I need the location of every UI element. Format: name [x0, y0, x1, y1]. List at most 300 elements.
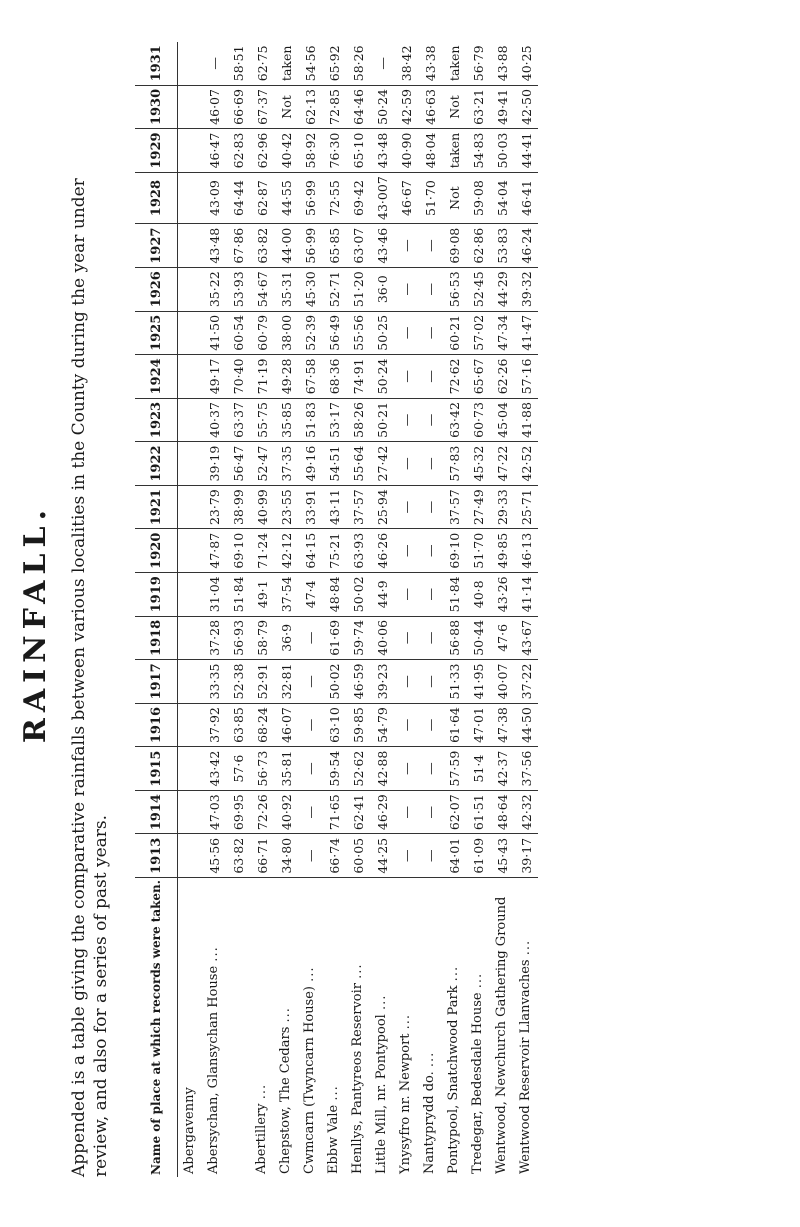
rainfall-value-cell: 66·74	[322, 834, 346, 878]
rainfall-value-cell: 68·24	[250, 703, 274, 747]
rainfall-value-cell: —	[394, 485, 418, 529]
rainfall-value-cell	[178, 834, 203, 878]
rainfall-value-cell: 43·42	[202, 747, 226, 791]
rainfall-value-cell: 56·53	[442, 267, 466, 311]
rainfall-value-cell: 58·79	[250, 616, 274, 660]
rainfall-value-cell: —	[418, 529, 442, 573]
leader-dots: ...	[470, 972, 485, 989]
rainfall-value-cell: 37·54	[274, 573, 298, 617]
rainfall-value-cell: 52·38	[226, 660, 250, 704]
table-row	[370, 42, 394, 1177]
rainfall-value-cell: —	[394, 442, 418, 486]
rainfall-value-cell: 43·67	[514, 616, 538, 660]
rainfall-value-cell: 39·32	[514, 267, 538, 311]
rainfall-value-cell: 46·29	[370, 790, 394, 834]
rainfall-value-cell: 47·6	[490, 616, 514, 660]
rainfall-value-cell: 57·02	[466, 311, 490, 355]
rainfall-value-cell: 46·07	[202, 85, 226, 129]
rainfall-value-cell: 34·80	[274, 834, 298, 878]
rainfall-value-cell: 58·51	[226, 42, 250, 85]
rainfall-value-cell: —	[394, 224, 418, 268]
rainfall-value-cell: 42·50	[514, 85, 538, 129]
rainfall-value-cell: 63·21	[466, 85, 490, 129]
place-name: Cwmcarn (Twyncarn House)	[302, 986, 317, 1174]
rainfall-value-cell: —	[394, 311, 418, 355]
table-row	[298, 42, 322, 1177]
year-column-header: 1922	[135, 442, 178, 486]
rainfall-value-cell: 63·82	[226, 834, 250, 878]
table-row	[274, 42, 298, 1177]
rainfall-value-cell: 45·30	[298, 267, 322, 311]
rainfall-value-cell: 71·19	[250, 355, 274, 399]
rainfall-value-cell: 37·57	[346, 485, 370, 529]
place-name: Wentwood, Newchurch Gathering Ground	[494, 896, 509, 1174]
rainfall-value-cell	[178, 703, 203, 747]
rainfall-value-cell: 56·49	[322, 311, 346, 355]
rainfall-value-cell: 52·71	[322, 267, 346, 311]
rainfall-value-cell: 44·55	[274, 172, 298, 224]
rainfall-value-cell: 42·88	[370, 747, 394, 791]
rainfall-value-cell: 49·28	[274, 355, 298, 399]
leader-dots: ...	[326, 1085, 341, 1101]
rainfall-value-cell: 52·45	[466, 267, 490, 311]
rainfall-value-cell: 35·31	[274, 267, 298, 311]
rainfall-value-cell: 59·74	[346, 616, 370, 660]
rainfall-value-cell: 46·07	[274, 703, 298, 747]
rainfall-value-cell: 63·37	[226, 398, 250, 442]
rainfall-value-cell: 25·94	[370, 485, 394, 529]
place-name-cell	[490, 878, 514, 1177]
rainfall-value-cell: 62·13	[298, 85, 322, 129]
rainfall-value-cell: —	[418, 311, 442, 355]
rainfall-value-cell: 45·56	[202, 834, 226, 878]
rainfall-value-cell: 44·00	[274, 224, 298, 268]
rainfall-value-cell: 56·93	[226, 616, 250, 660]
rainfall-value-cell: —	[394, 747, 418, 791]
rainfall-value-cell: 46·26	[370, 529, 394, 573]
rainfall-value-cell: 68·36	[322, 355, 346, 399]
page-heading: RAINFALL.	[18, 503, 53, 744]
year-column-header: 1925	[135, 311, 178, 355]
rainfall-value-cell: 49·17	[202, 355, 226, 399]
rainfall-value-cell: 65·10	[346, 129, 370, 173]
rainfall-value-cell: 45·04	[490, 398, 514, 442]
place-name-cell	[370, 878, 394, 1177]
rainfall-value-cell: 58·26	[346, 42, 370, 85]
year-column-header: 1931	[135, 42, 178, 85]
rainfall-value-cell: 43·11	[322, 485, 346, 529]
rainfall-value-cell: 43·88	[490, 42, 514, 85]
rainfall-value-cell: 55·75	[250, 398, 274, 442]
leader-dots: ...	[350, 963, 365, 979]
rainfall-value-cell: 63·85	[226, 703, 250, 747]
rainfall-value-cell: 40·99	[250, 485, 274, 529]
year-column-header: 1918	[135, 616, 178, 660]
rainfall-value-cell: 41·95	[466, 660, 490, 704]
rainfall-value-cell: —	[370, 42, 394, 85]
rainfall-value-cell: 42·52	[514, 442, 538, 486]
rainfall-value-cell: 43·38	[418, 42, 442, 85]
rainfall-value-cell: 60·73	[466, 398, 490, 442]
place-name: Ebbw Vale	[326, 1104, 341, 1174]
place-name: Abergavenny	[182, 1087, 197, 1174]
rainfall-value-cell: 40·42	[274, 129, 298, 173]
rainfall-value-cell	[178, 529, 203, 573]
rainfall-value-cell: —	[394, 573, 418, 617]
place-name-cell	[346, 878, 370, 1177]
rainfall-value-cell: 56·79	[466, 42, 490, 85]
rainfall-value-cell: —	[418, 573, 442, 617]
rainfall-value-cell: 63·07	[346, 224, 370, 268]
place-name-cell	[202, 878, 226, 1177]
place-name-cell	[298, 878, 322, 1177]
rainfall-value-cell: 52·62	[346, 747, 370, 791]
rainfall-value-cell: 53·93	[226, 267, 250, 311]
rainfall-value-cell: 71·24	[250, 529, 274, 573]
year-column-header: 1917	[135, 660, 178, 704]
rainfall-value-cell: 48·64	[490, 790, 514, 834]
year-column-header: 1920	[135, 529, 178, 573]
rainfall-value-cell: 39·23	[370, 660, 394, 704]
year-column-header: 1928	[135, 172, 178, 224]
rainfall-value-cell	[178, 442, 203, 486]
rainfall-value-cell: 60·05	[346, 834, 370, 878]
rainfall-value-cell: 69·42	[346, 172, 370, 224]
rainfall-value-cell: 38·99	[226, 485, 250, 529]
rainfall-value-cell: 56·99	[298, 172, 322, 224]
rainfall-value-cell: 32·81	[274, 660, 298, 704]
rainfall-value-cell: 64·44	[226, 172, 250, 224]
rainfall-value-cell: 27·49	[466, 485, 490, 529]
rainfall-value-cell: 72·55	[322, 172, 346, 224]
rainfall-value-cell: 47·38	[490, 703, 514, 747]
rainfall-value-cell: 35·22	[202, 267, 226, 311]
leader-dots: ...	[422, 1051, 437, 1068]
year-column-header: 1926	[135, 267, 178, 311]
rainfall-value-cell: 50·44	[466, 616, 490, 660]
rainfall-value-cell: 46·41	[514, 172, 538, 224]
rainfall-value-cell: 51·4	[466, 747, 490, 791]
leader-dots: ...	[374, 994, 389, 1011]
rainfall-value-cell: 40·06	[370, 616, 394, 660]
table-row	[322, 42, 346, 1177]
rainfall-value-cell: 37·56	[514, 747, 538, 791]
rainfall-value-cell	[178, 311, 203, 355]
rainfall-value-cell	[178, 747, 203, 791]
rainfall-value-cell: 46·24	[514, 224, 538, 268]
rainfall-value-cell: 58·92	[298, 129, 322, 173]
rainfall-table	[135, 42, 538, 1177]
intro-paragraph	[68, 57, 112, 1177]
table-row	[466, 42, 490, 1177]
rainfall-value-cell: 47·34	[490, 311, 514, 355]
place-name-cell	[226, 878, 250, 1177]
rainfall-value-cell: 44·9	[370, 573, 394, 617]
rainfall-value-cell: —	[418, 660, 442, 704]
rainfall-value-cell: 42·32	[514, 790, 538, 834]
rainfall-value-cell: 54·83	[466, 129, 490, 173]
rainfall-value-cell: 46·13	[514, 529, 538, 573]
rainfall-value-cell: —	[418, 703, 442, 747]
rainfall-value-cell	[178, 616, 203, 660]
rainfall-value-cell: 61·09	[466, 834, 490, 878]
rainfall-value-cell: 62·41	[346, 790, 370, 834]
rainfall-value-cell: 56·73	[250, 747, 274, 791]
table-row	[418, 42, 442, 1177]
rainfall-value-cell: 35·85	[274, 398, 298, 442]
rainfall-value-cell: 43·48	[202, 224, 226, 268]
place-name-cell	[442, 878, 466, 1177]
rainfall-value-cell: 36·9	[274, 616, 298, 660]
place-column-header: Name of place at which records were taken.	[135, 878, 178, 1177]
rainfall-value-cell: 41·88	[514, 398, 538, 442]
rainfall-value-cell: 63·10	[322, 703, 346, 747]
rainfall-value-cell: 41·50	[202, 311, 226, 355]
rainfall-value-cell: 33·91	[298, 485, 322, 529]
rainfall-value-cell: 57·6	[226, 747, 250, 791]
place-name-cell	[250, 878, 274, 1177]
rainfall-value-cell: 40·8	[466, 573, 490, 617]
year-column-header: 1924	[135, 355, 178, 399]
rainfall-value-cell: 47·4	[298, 573, 322, 617]
rainfall-value-cell: —	[394, 355, 418, 399]
rainfall-value-cell: 49·85	[490, 529, 514, 573]
rainfall-value-cell: 71·65	[322, 790, 346, 834]
rainfall-value-cell: 23·79	[202, 485, 226, 529]
rainfall-value-cell: 35·81	[274, 747, 298, 791]
rainfall-value-cell: —	[394, 703, 418, 747]
rainfall-value-cell: 61·64	[442, 703, 466, 747]
rainfall-value-cell	[178, 129, 203, 173]
rainfall-value-cell: 39·17	[514, 834, 538, 878]
rainfall-value-cell: 51·20	[346, 267, 370, 311]
rainfall-value-cell: 57·83	[442, 442, 466, 486]
rainfall-value-cell	[178, 42, 203, 85]
rainfall-value-cell: 43·46	[370, 224, 394, 268]
rainfall-value-cell: —	[418, 616, 442, 660]
rainfall-value-cell: 43·09	[202, 172, 226, 224]
rainfall-value-cell: 69·08	[442, 224, 466, 268]
rainfall-value-cell: 40·92	[274, 790, 298, 834]
rainfall-value-cell: 52·91	[250, 660, 274, 704]
rainfall-value-cell: 63·93	[346, 529, 370, 573]
rainfall-value-cell: 62·07	[442, 790, 466, 834]
rainfall-value-cell: 54·67	[250, 267, 274, 311]
rainfall-value-cell: 27·42	[370, 442, 394, 486]
rainfall-value-cell: 48·84	[322, 573, 346, 617]
rainfall-value-cell	[178, 485, 203, 529]
place-name: Abersychan, Glansychan House	[206, 965, 221, 1174]
rainfall-value-cell: 62·96	[250, 129, 274, 173]
year-column-header: 1915	[135, 747, 178, 791]
rainfall-value-cell	[178, 790, 203, 834]
year-column-header: 1914	[135, 790, 178, 834]
rainfall-value-cell: 63·82	[250, 224, 274, 268]
rainfall-value-cell: 61·69	[322, 616, 346, 660]
rainfall-value-cell: 56·99	[298, 224, 322, 268]
rainfall-value-cell: taken	[274, 42, 298, 85]
leader-dots: ...	[446, 965, 461, 982]
rainfall-value-cell: 65·92	[322, 42, 346, 85]
leader-dots: ...	[302, 966, 317, 982]
rainfall-value-cell: 44·29	[490, 267, 514, 311]
rainfall-value-cell: 33·35	[202, 660, 226, 704]
table-body	[178, 42, 539, 1177]
rainfall-value-cell: —	[394, 616, 418, 660]
table-row	[178, 42, 203, 1177]
rainfall-value-cell: 46·47	[202, 129, 226, 173]
rainfall-value-cell: 76·30	[322, 129, 346, 173]
place-name-cell	[466, 878, 490, 1177]
rainfall-value-cell: 42·12	[274, 529, 298, 573]
rainfall-value-cell: 57·16	[514, 355, 538, 399]
rainfall-value-cell: —	[298, 747, 322, 791]
rainfall-value-cell: —	[394, 790, 418, 834]
rainfall-value-cell: —	[394, 529, 418, 573]
rainfall-value-cell: 72·85	[322, 85, 346, 129]
rainfall-value-cell: 42·59	[394, 85, 418, 129]
rainfall-value-cell: —	[418, 398, 442, 442]
rainfall-value-cell: —	[418, 485, 442, 529]
rainfall-value-cell: 64·15	[298, 529, 322, 573]
rainfall-value-cell: —	[394, 660, 418, 704]
rainfall-value-cell: 47·22	[490, 442, 514, 486]
table-row	[202, 42, 226, 1177]
place-name: Wentwood Reservoir Llanvaches	[518, 959, 533, 1174]
place-name: Henllys, Pantyreos Reservoir	[350, 983, 365, 1174]
rainfall-value-cell	[178, 85, 203, 129]
rainfall-value-cell: 50·24	[370, 85, 394, 129]
rainfall-value-cell: taken	[442, 42, 466, 85]
place-name: Tredegar, Bedesdale House	[470, 992, 485, 1174]
rainfall-value-cell: —	[298, 834, 322, 878]
place-name: Ynysyfro nr. Newport	[398, 1033, 413, 1174]
table-row	[394, 42, 418, 1177]
rainfall-value-cell: 56·47	[226, 442, 250, 486]
rainfall-value-cell: 37·35	[274, 442, 298, 486]
table-row	[226, 42, 250, 1177]
rainfall-value-cell: 41·14	[514, 573, 538, 617]
rainfall-value-cell	[178, 355, 203, 399]
rainfall-value-cell: 62·75	[250, 42, 274, 85]
rainfall-value-cell: 25·71	[514, 485, 538, 529]
header-row	[135, 42, 178, 1177]
rainfall-value-cell: 74·91	[346, 355, 370, 399]
year-column-header: 1916	[135, 703, 178, 747]
rainfall-value-cell: 58·26	[346, 398, 370, 442]
year-column-header: 1919	[135, 573, 178, 617]
leader-dots: ...	[254, 1083, 269, 1100]
rainfall-value-cell: 51·70	[418, 172, 442, 224]
year-column-header: 1923	[135, 398, 178, 442]
leader-dots: ...	[398, 1013, 413, 1030]
rainfall-value-cell: 57·59	[442, 747, 466, 791]
place-name: Nantyprydd do.	[422, 1071, 437, 1174]
rainfall-value-cell: 51·70	[466, 529, 490, 573]
rainfall-value-cell: 40·25	[514, 42, 538, 85]
place-name: Pontypool, Snatchwood Park	[446, 985, 461, 1174]
year-column-header: 1927	[135, 224, 178, 268]
rainfall-value-cell: 45·32	[466, 442, 490, 486]
rainfall-value-cell: 43·26	[490, 573, 514, 617]
rainfall-value-cell: 62·87	[250, 172, 274, 224]
rotated-page	[10, 30, 790, 1217]
rainfall-value-cell: 59·08	[466, 172, 490, 224]
place-name: Abertillery	[254, 1103, 269, 1174]
rainfall-value-cell: 51·84	[226, 573, 250, 617]
rainfall-value-cell: —	[298, 790, 322, 834]
rainfall-value-cell: 67·58	[298, 355, 322, 399]
leader-dots: ...	[278, 1007, 293, 1023]
place-name-cell	[178, 878, 203, 1177]
rainfall-value-cell: 42·37	[490, 747, 514, 791]
rainfall-value-cell: 75·21	[322, 529, 346, 573]
rainfall-value-cell: 59·54	[322, 747, 346, 791]
rainfall-value-cell: 64·46	[346, 85, 370, 129]
rainfall-value-cell: 45·43	[490, 834, 514, 878]
year-column-header: 1913	[135, 834, 178, 878]
rainfall-value-cell: 47·87	[202, 529, 226, 573]
rainfall-value-cell: 51·84	[442, 573, 466, 617]
rainfall-value-cell: 51·83	[298, 398, 322, 442]
rainfall-value-cell: 62·86	[466, 224, 490, 268]
rainfall-value-cell: Not	[274, 85, 298, 129]
place-name: Chepstow, The Cedars	[278, 1026, 293, 1174]
table-row	[442, 42, 466, 1177]
rainfall-value-cell: 41·47	[514, 311, 538, 355]
rainfall-value-cell: 49·41	[490, 85, 514, 129]
rainfall-value-cell: —	[394, 834, 418, 878]
rainfall-value-cell: 40·37	[202, 398, 226, 442]
rainfall-value-cell: 50·03	[490, 129, 514, 173]
rainfall-value-cell: 69·10	[226, 529, 250, 573]
rainfall-value-cell: 66·71	[250, 834, 274, 878]
rainfall-value-cell: 56·88	[442, 616, 466, 660]
rainfall-value-cell: 55·64	[346, 442, 370, 486]
place-name-cell	[322, 878, 346, 1177]
rainfall-value-cell: —	[202, 42, 226, 85]
rainfall-value-cell: 40·07	[490, 660, 514, 704]
rainfall-value-cell: 46·67	[394, 172, 418, 224]
rainfall-value-cell: 67·37	[250, 85, 274, 129]
rainfall-value-cell: Not	[442, 85, 466, 129]
rainfall-value-cell: 62·26	[490, 355, 514, 399]
rainfall-value-cell: 69·10	[442, 529, 466, 573]
rainfall-value-cell: —	[298, 616, 322, 660]
rainfall-value-cell: 54·04	[490, 172, 514, 224]
rainfall-value-cell	[178, 660, 203, 704]
rainfall-value-cell: 60·21	[442, 311, 466, 355]
rainfall-value-cell: 52·47	[250, 442, 274, 486]
place-name-cell	[274, 878, 298, 1177]
rainfall-value-cell: 37·28	[202, 616, 226, 660]
rainfall-value-cell: 53·83	[490, 224, 514, 268]
rainfall-value-cell: —	[418, 442, 442, 486]
rainfall-value-cell: 60·54	[226, 311, 250, 355]
rainfall-value-cell: —	[418, 224, 442, 268]
table-row	[514, 42, 538, 1177]
rainfall-value-cell: 53·17	[322, 398, 346, 442]
rainfall-value-cell: 36·0	[370, 267, 394, 311]
place-name-cell	[514, 878, 538, 1177]
place-name-cell	[394, 878, 418, 1177]
rainfall-value-cell: 65·67	[466, 355, 490, 399]
rainfall-value-cell	[178, 172, 203, 224]
rainfall-value-cell: —	[298, 660, 322, 704]
rainfall-value-cell: 39·19	[202, 442, 226, 486]
rainfall-value-cell: 31·04	[202, 573, 226, 617]
rainfall-value-cell: 47·03	[202, 790, 226, 834]
